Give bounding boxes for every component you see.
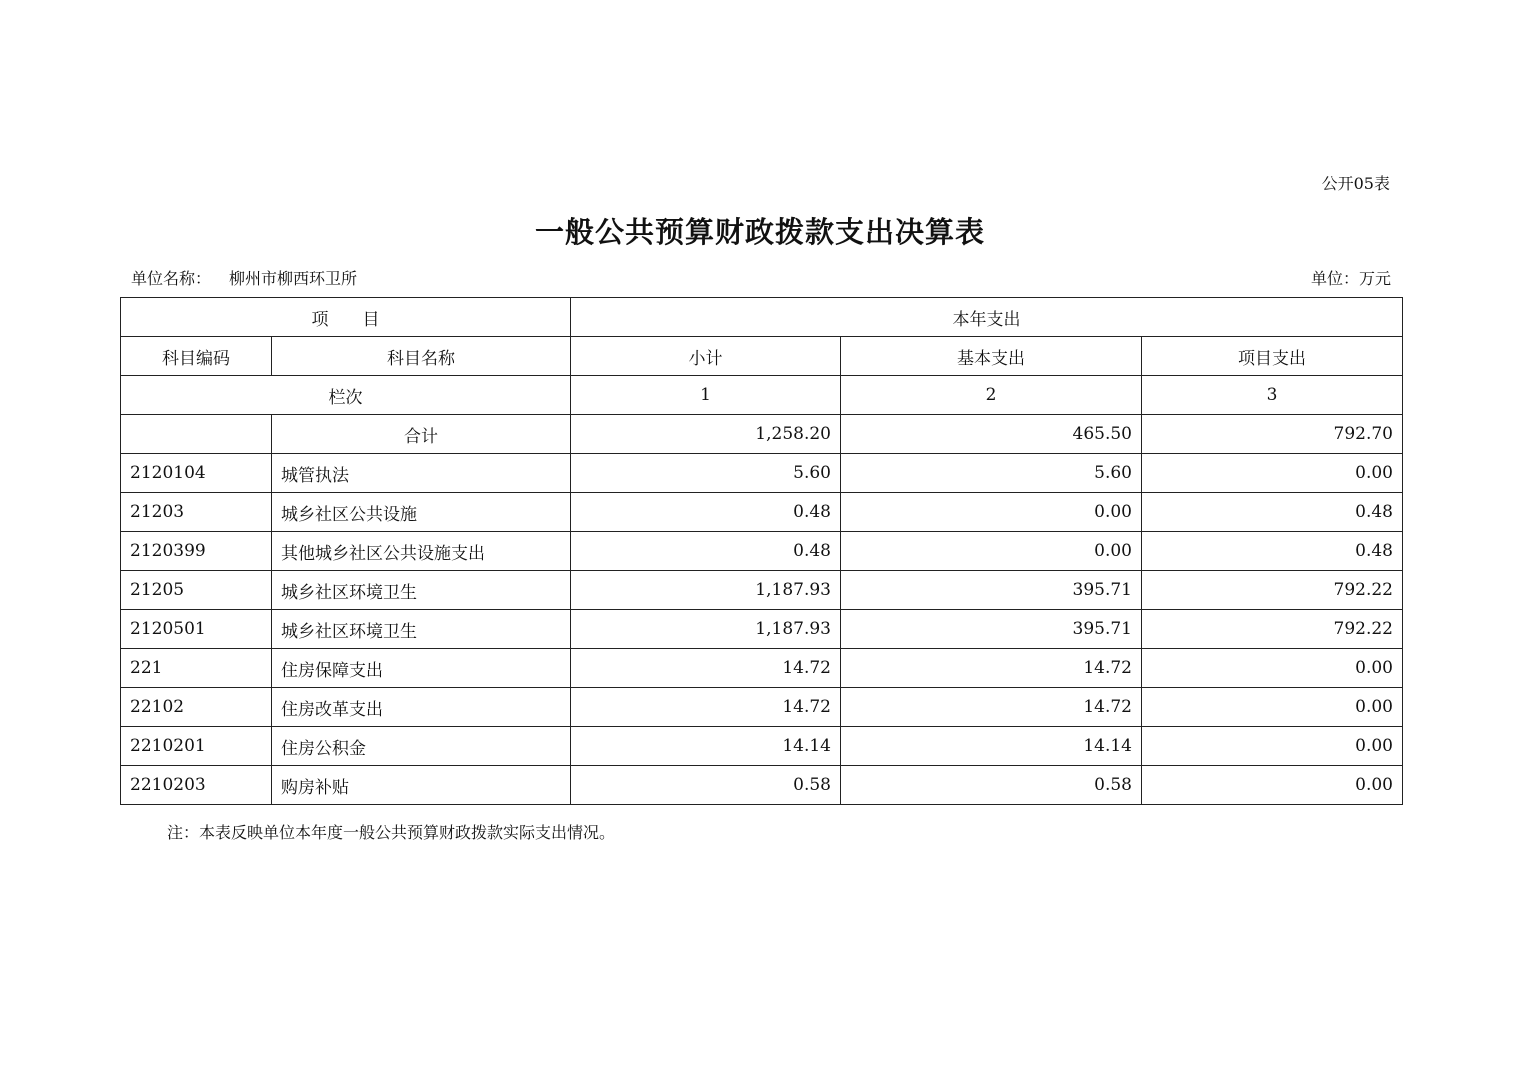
col-header-project: 项目支出 — [1142, 337, 1403, 376]
table-row — [121, 493, 1403, 532]
table-row — [121, 649, 1403, 688]
row-code: 2120399 — [121, 532, 272, 571]
row-basic: 14.14 — [841, 727, 1142, 766]
total-code-cell — [121, 415, 272, 454]
col-header-code: 科目编码 — [121, 337, 272, 376]
row-subtotal: 14.14 — [571, 727, 841, 766]
row-name: 城乡社区环境卫生 — [272, 610, 571, 649]
table-row — [121, 532, 1403, 571]
table-row — [121, 571, 1403, 610]
index-2: 2 — [841, 376, 1142, 415]
row-name: 城乡社区公共设施 — [272, 493, 571, 532]
header-project: 项 目 — [121, 298, 571, 337]
row-basic: 0.00 — [841, 532, 1142, 571]
row-subtotal: 5.60 — [571, 454, 841, 493]
header-current-year: 本年支出 — [571, 298, 1403, 337]
row-project: 0.00 — [1142, 454, 1403, 493]
row-name: 城管执法 — [272, 454, 571, 493]
row-name: 住房改革支出 — [272, 688, 571, 727]
currency-unit: 单位：万元 — [1310, 269, 1391, 288]
row-basic: 0.58 — [841, 766, 1142, 805]
row-project: 0.48 — [1142, 493, 1403, 532]
row-basic: 14.72 — [841, 688, 1142, 727]
row-name: 购房补贴 — [272, 766, 571, 805]
row-project: 0.48 — [1142, 532, 1403, 571]
col-header-subtotal: 小计 — [571, 337, 841, 376]
index-label: 栏次 — [121, 376, 571, 415]
col-header-name: 科目名称 — [272, 337, 571, 376]
row-basic: 395.71 — [841, 610, 1142, 649]
total-basic: 465.50 — [841, 415, 1142, 454]
row-basic: 395.71 — [841, 571, 1142, 610]
col-header-basic: 基本支出 — [841, 337, 1142, 376]
row-name: 住房公积金 — [272, 727, 571, 766]
table-row — [121, 727, 1403, 766]
row-name: 住房保障支出 — [272, 649, 571, 688]
row-code: 2210203 — [121, 766, 272, 805]
total-row — [121, 415, 1403, 454]
unit-info-line — [131, 266, 1391, 289]
row-subtotal: 1,187.93 — [571, 610, 841, 649]
row-basic: 14.72 — [841, 649, 1142, 688]
total-label: 合计 — [272, 415, 571, 454]
row-basic: 0.00 — [841, 493, 1142, 532]
document-title: 一般公共预算财政拨款支出决算表 — [534, 215, 985, 249]
row-project: 0.00 — [1142, 727, 1403, 766]
row-subtotal: 14.72 — [571, 688, 841, 727]
index-row — [121, 376, 1403, 415]
row-code: 2210201 — [121, 727, 272, 766]
row-name: 其他城乡社区公共设施支出 — [272, 532, 571, 571]
row-code: 21205 — [121, 571, 272, 610]
row-subtotal: 0.48 — [571, 493, 841, 532]
row-project: 792.22 — [1142, 610, 1403, 649]
row-basic: 5.60 — [841, 454, 1142, 493]
unit-name-label: 单位名称： — [131, 269, 212, 288]
index-1: 1 — [571, 376, 841, 415]
form-code: 公开05表 — [1321, 174, 1390, 193]
row-code: 21203 — [121, 493, 272, 532]
header-row-2 — [121, 337, 1403, 376]
row-code: 2120104 — [121, 454, 272, 493]
total-project: 792.70 — [1142, 415, 1403, 454]
index-3: 3 — [1142, 376, 1403, 415]
row-name: 城乡社区环境卫生 — [272, 571, 571, 610]
unit-name-group — [131, 266, 357, 289]
row-project: 792.22 — [1142, 571, 1403, 610]
row-code: 2120501 — [121, 610, 272, 649]
row-subtotal: 14.72 — [571, 649, 841, 688]
table-row — [121, 610, 1403, 649]
row-code: 22102 — [121, 688, 272, 727]
table-note: 注：本表反映单位本年度一般公共预算财政拨款实际支出情况。 — [167, 823, 616, 842]
budget-table — [120, 297, 1403, 805]
table-row — [121, 688, 1403, 727]
table-row — [121, 454, 1403, 493]
total-subtotal: 1,258.20 — [571, 415, 841, 454]
table-row — [121, 766, 1403, 805]
row-code: 221 — [121, 649, 272, 688]
row-project: 0.00 — [1142, 649, 1403, 688]
row-project: 0.00 — [1142, 688, 1403, 727]
row-project: 0.00 — [1142, 766, 1403, 805]
row-subtotal: 0.58 — [571, 766, 841, 805]
header-row-1 — [121, 298, 1403, 337]
unit-name-value: 柳州市柳西环卫所 — [229, 269, 358, 288]
row-subtotal: 0.48 — [571, 532, 841, 571]
row-subtotal: 1,187.93 — [571, 571, 841, 610]
